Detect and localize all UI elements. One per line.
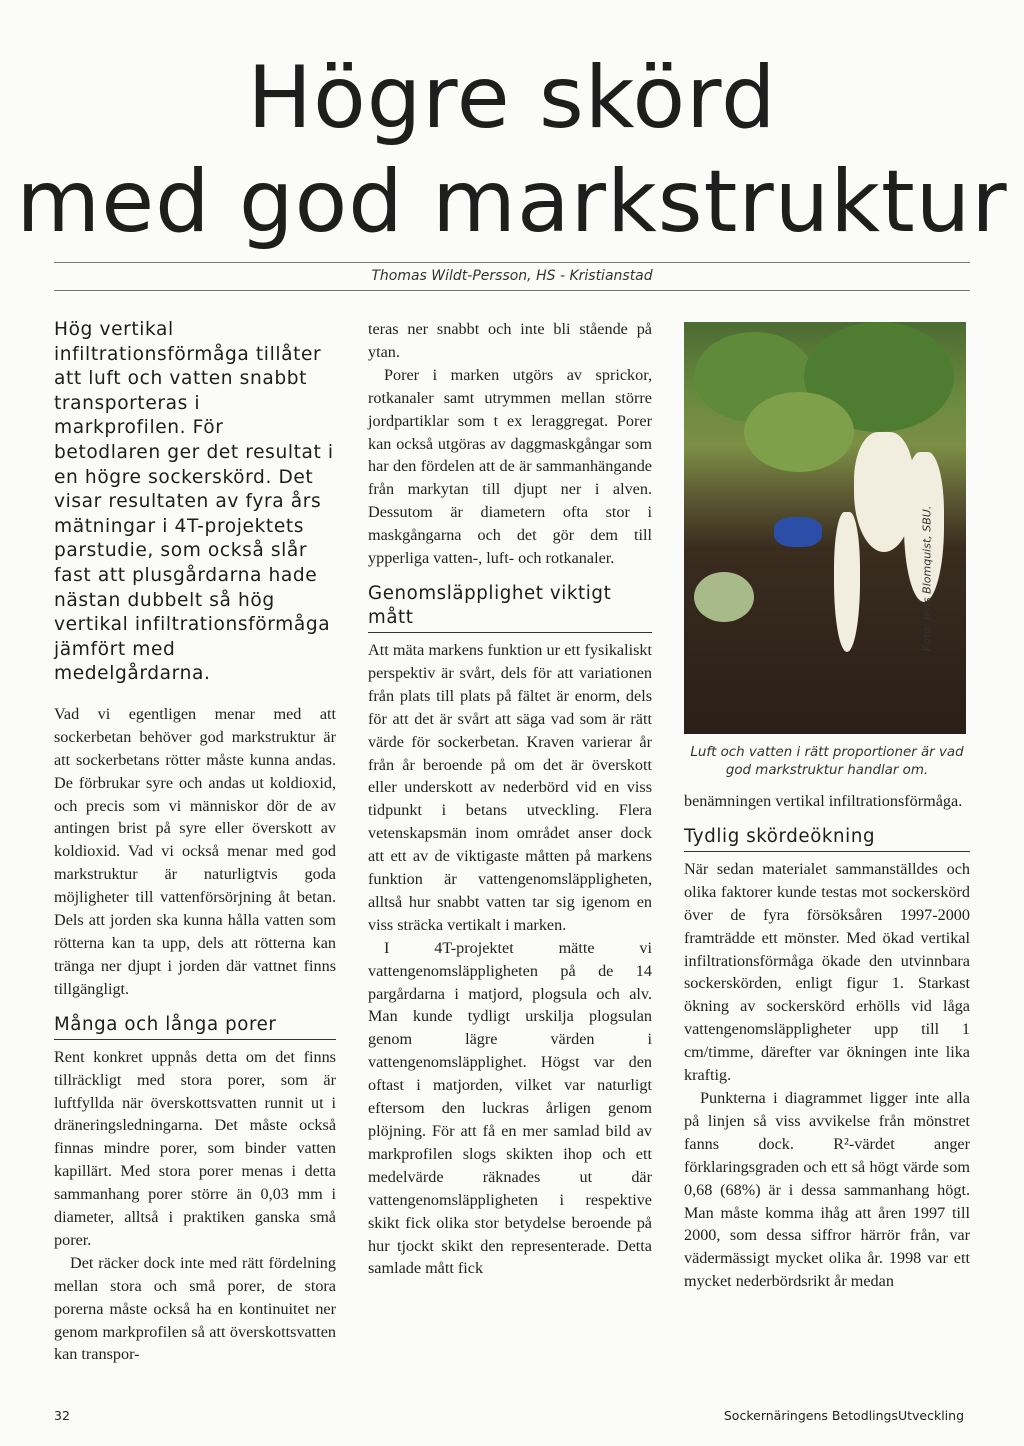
photo-credit: Foto: Jens Blomquist, SBU. xyxy=(920,505,934,652)
col1-paragraph-1: Vad vi egentligen menar med att sockerbetan behöver god markstruktur är att sockerbetans rötter måste kunna andas. De förbrukar syre och andas ut koldioxid, och precis som vi människor dör de av antingen brist på syre eller överskott av koldioxid. Vad vi också menar med god markstruktur är naturligtvis goda möjligheter till vattenförsörjning åt betan. Dels att jorden ska kunna hålla vatten som rötterna kan ta upp, dels att rötterna kan tränga ner djupt i jorden där vattnet finns tillgängligt. xyxy=(54,704,336,998)
byline: Thomas Wildt-Persson, HS - Kristianstad xyxy=(371,268,653,284)
col2-paragraph-4: I 4T-projektet mätte vi vattengenomsläppligheten på de 14 pargårdarna i matjord, plogsula och alv. Man kunde tydligt urskilja plogsulan genom lägre värden i vattengenomsläpplighet. Högst var den oftast i matjorden, vilket var naturligt eftersom den luckras årligen genom plöjning. För att få en mer samlad bild av markprofilen slogs skikten ihop och ett medelvärde räknades ut där vattengenomsläppligheten i respektive skikt fick olika stor betydelse beroende på hur tjockt skikt den representerade. Detta samlade mått fick xyxy=(368,938,652,1278)
byline-rule-bottom xyxy=(54,290,970,291)
beet-root xyxy=(834,512,860,652)
col3-paragraph-1: benämningen vertikal infiltrationsförmåga. xyxy=(684,792,963,810)
leaf-shape xyxy=(744,392,854,472)
col2-paragraph-2: Porer i marken utgörs av sprickor, rotkanaler samt utrymmen mellan större jordpartiklar som t ex leraggregat. Porer kan också utgöras av daggmaskgångar som har den fördelen att de är sammanhängande från markytan till djupt ner i alven. Dessutom är diametern ofta stor i maskgångarna och det gör dem till ypperliga vatten-, luft- och rotkanaler. xyxy=(368,365,652,568)
title-line-2: med god markstruktur xyxy=(16,152,1008,252)
leaf-shape xyxy=(694,572,754,622)
column-3 xyxy=(684,318,970,1293)
lead-paragraph: Hög vertikal infiltrationsförmåga tillåter att luft och vatten snabbt transporteras i markprofilen. För betodlaren ger det resultat i en högre sockerskörd. Det visar resultaten av fyra års mätningar i 4T-projektets parstudie, som också slår fast att plusgårdarna hade nästan dubbelt så hög vertikal infiltrationsförmåga jämfört med medelgårdarna. xyxy=(54,319,334,685)
heading-skordeokning: Tydlig skördeökning xyxy=(684,825,970,852)
page-number: 32 xyxy=(54,1408,70,1423)
column-1 xyxy=(54,318,336,1366)
heading-porer: Många och långa porer xyxy=(54,1013,336,1040)
byline-rule-top xyxy=(54,262,970,263)
col1-paragraph-2: Rent konkret uppnås detta om det finns tillräckligt med stora porer, som är luftfyllda när överskottsvatten runnit ut i dräneringsledningarna. Det måste också finnas mindre porer, som binder vatten kapillärt. Med stora porer menas i detta sammanhang porer större än 0,03 mm i diameter, alltså i praktiken ganska små porer. xyxy=(54,1047,336,1249)
blue-glove xyxy=(774,517,822,547)
col2-paragraph-3: Att mäta markens funktion ur ett fysikaliskt perspektiv är svårt, dels för att variationen från plats till plats på fältet är enorm, dels för att det är svårt att säga vad som är rätt värde för sockerbetan. Kraven varierar år från år beroende på om det är överskott eller underskott av nederbörd vid en viss tidpunkt i betans utveckling. Flera vetenskapsmän inom området anser dock att ett av de viktigaste måtten på markens funktion är vattengenomsläppligheten, alltså hur snabbt vatten tar sig igenom en viss sträcka vertikalt i marken. xyxy=(368,640,652,934)
col3-paragraph-2: När sedan materialet sammanställdes och olika faktorer kunde testas mot sockerskörd över de fyra försöksåren 1997-2000 framträdde ett mönster. Med ökad vertikal infiltrationsförmåga ökade den utvinnbara sockerskörden, enligt figur 1. Starkast ökning av sockerskörd erhölls vid låga vattengenomsläppligheter upp till 1 cm/timme, därefter var ökningen inte lika kraftig. xyxy=(684,859,970,1085)
col1-paragraph-3: Det räcker dock inte med rätt fördelning mellan stora och små porer, de stora porerna måste också ha en kontinuitet ner genom markprofilen så att överskottsvatten kan transpor- xyxy=(54,1253,336,1364)
sugar-beet-photo xyxy=(684,322,966,734)
title-line-1: Högre skörd xyxy=(247,48,777,148)
heading-genomslapplighet: Genomsläpplighet viktigt mått xyxy=(368,582,652,633)
photo-caption: Luft och vatten i rätt proportioner är vad god markstruktur handlar om. xyxy=(690,745,964,778)
col2-paragraph-1: teras ner snabbt och inte bli stående på ytan. xyxy=(368,320,652,361)
column-2 xyxy=(368,318,652,1280)
col3-paragraph-3: Punkterna i diagrammet ligger inte alla på linjen så viss avvikelse från mönstret fanns dock. R²-värdet anger förklaringsgraden och ett så högt värde som 0,68 (68%) är i dessa sammanhang högt. Man måste komma ihåg att åren 1997 till 2000, som dessa siffror härrör från, var vädermässigt mycket olika år. 1998 var ett mycket nederbördsrikt år medan xyxy=(684,1088,970,1291)
magazine-name: Sockernäringens BetodlingsUtveckling xyxy=(723,1408,964,1423)
